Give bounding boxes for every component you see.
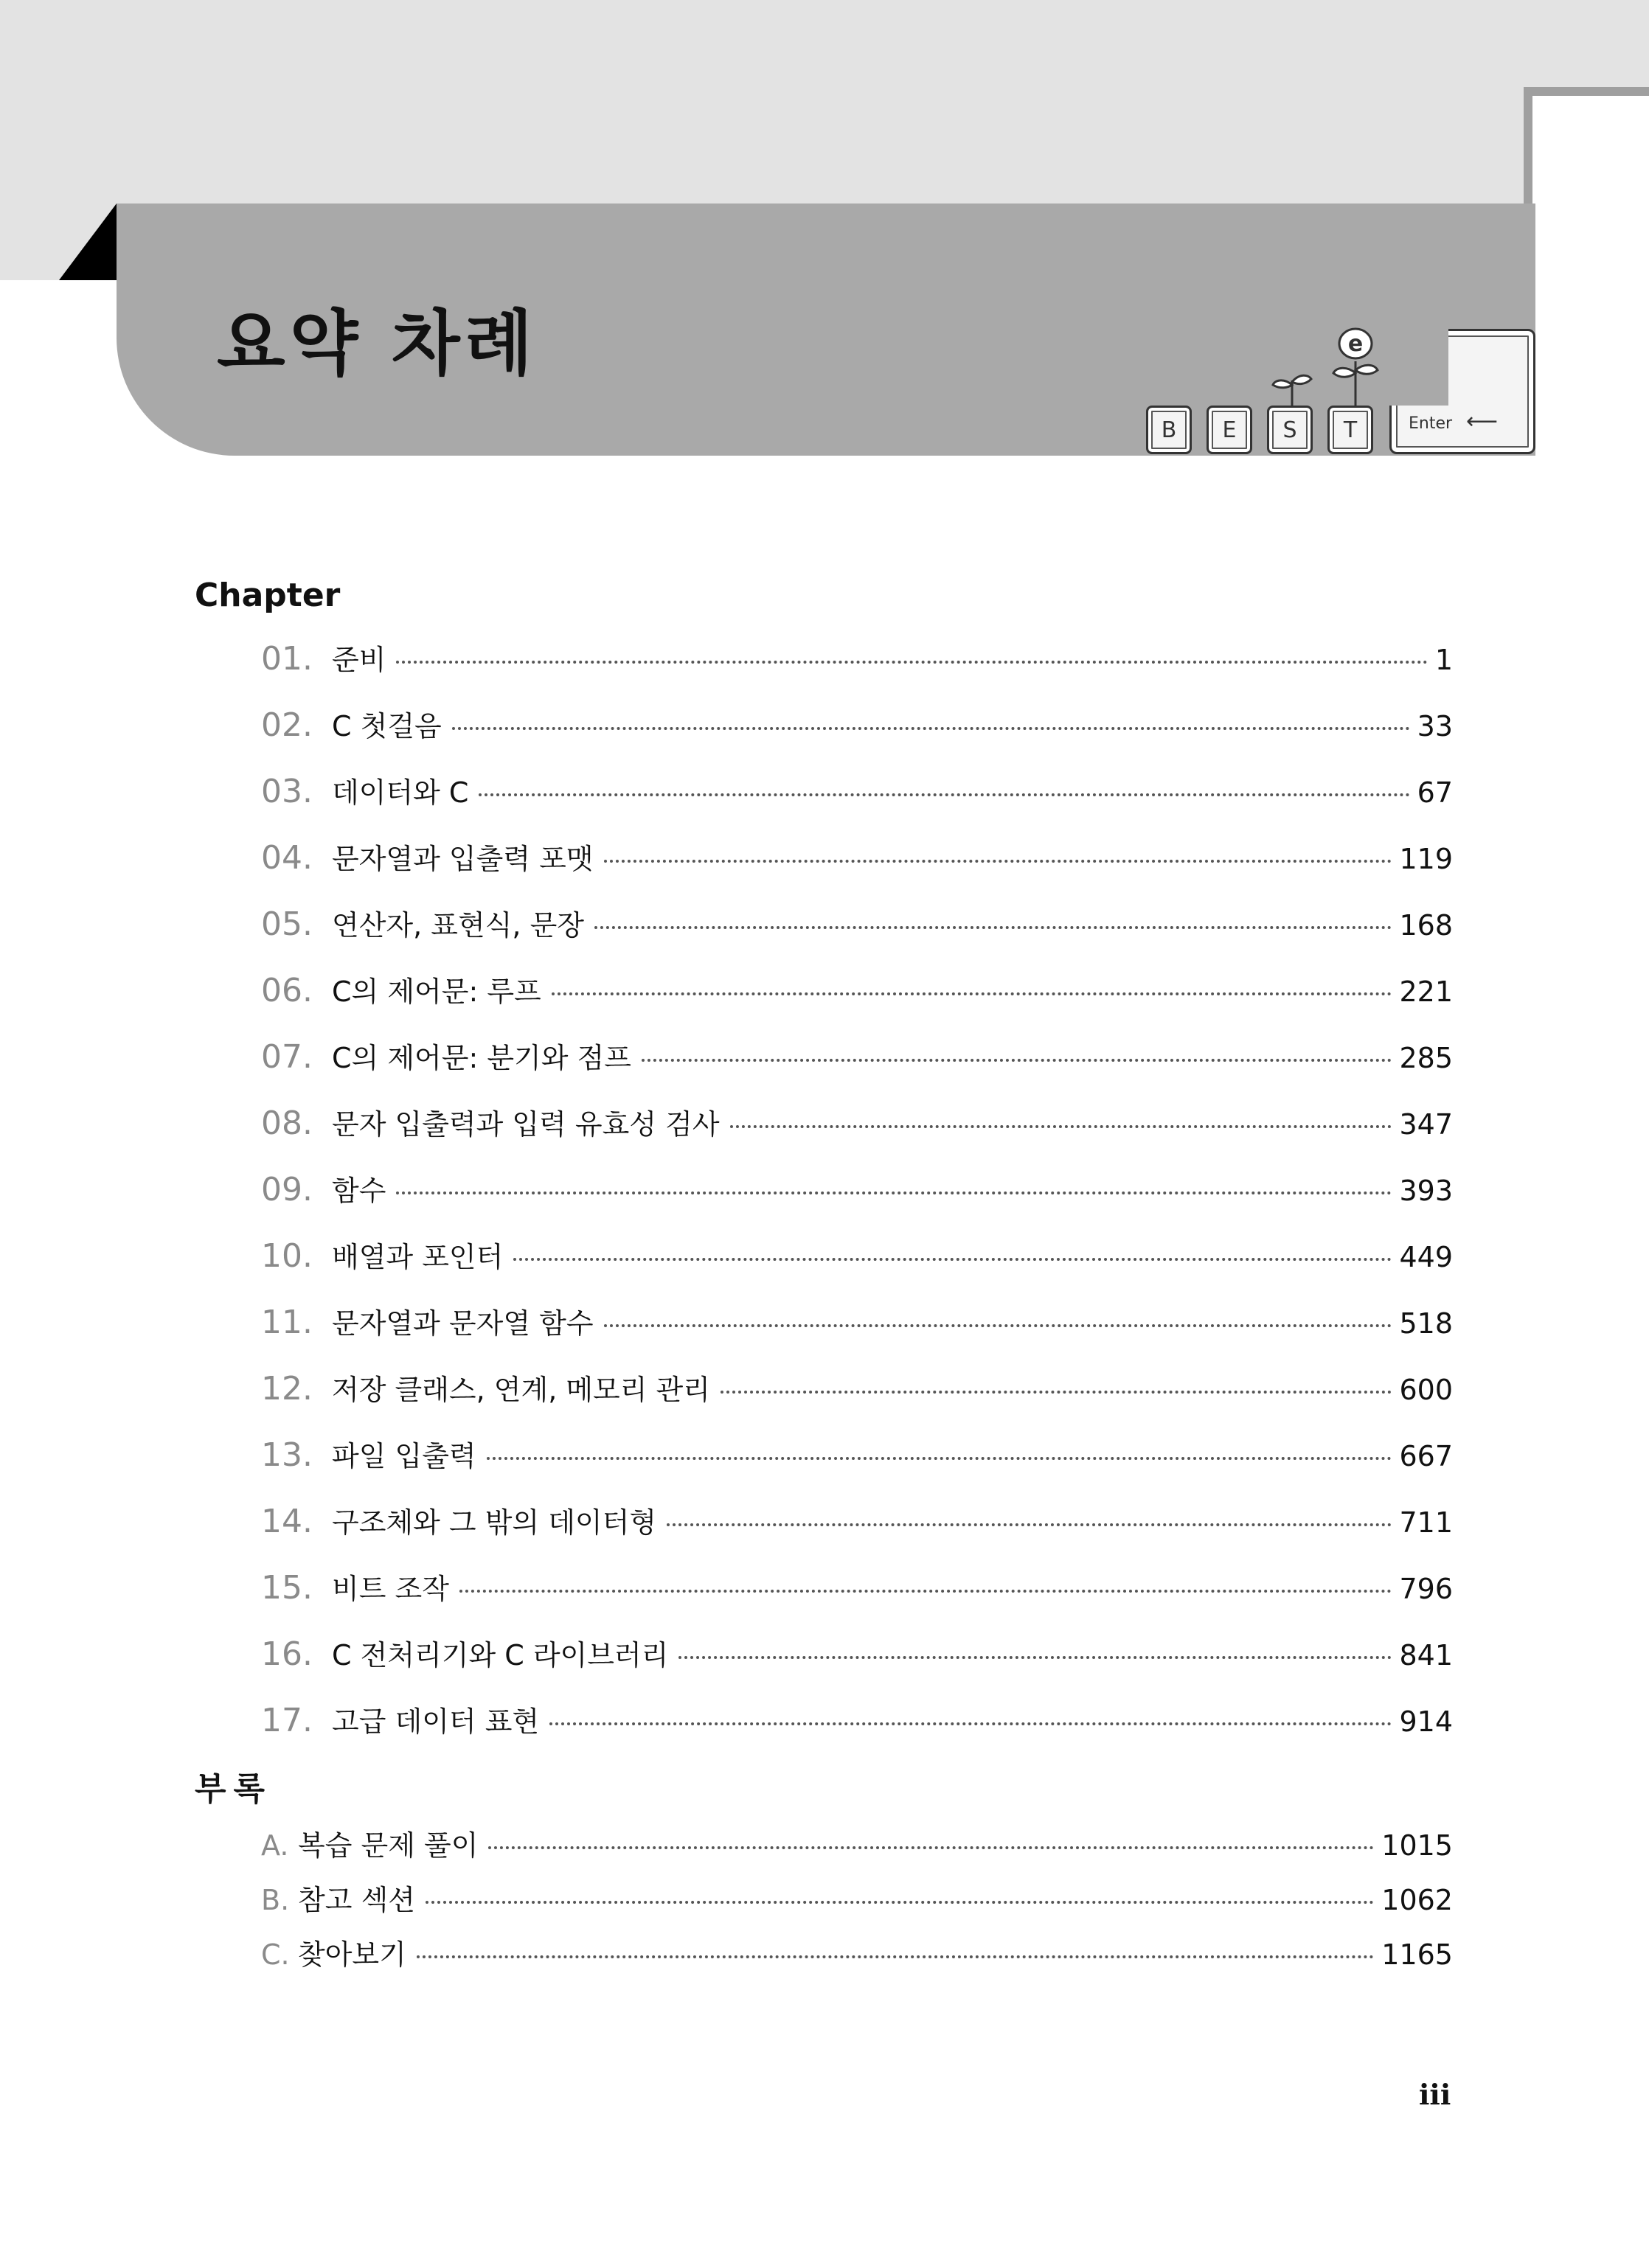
dot-leader <box>730 1125 1392 1128</box>
key-e: E <box>1207 406 1252 454</box>
dot-leader <box>642 1059 1392 1062</box>
dot-leader <box>487 1457 1392 1460</box>
toc-chapter-row[interactable] <box>261 836 1453 877</box>
toc-entry-page: 667 <box>1399 1440 1453 1472</box>
toc-appendix-row[interactable] <box>261 1877 1453 1918</box>
toc-entry-number: 01. <box>261 640 313 678</box>
toc-entry-number: 14. <box>261 1503 313 1540</box>
key-s: S <box>1267 406 1313 454</box>
dot-leader <box>604 1324 1392 1327</box>
dot-leader <box>594 926 1392 929</box>
toc-chapter-row[interactable] <box>261 1433 1453 1474</box>
toc-entry-page: 914 <box>1399 1705 1453 1738</box>
toc-entry-page: 393 <box>1399 1175 1453 1207</box>
toc-entry-number: 09. <box>261 1171 313 1208</box>
toc-entry-number: 17. <box>261 1702 313 1739</box>
toc-entry-title: 연산자, 표현식, 문장 <box>332 909 584 942</box>
toc-entry-title: 찾아보기 <box>298 1938 406 1971</box>
toc-entry-page: 1 <box>1434 644 1453 676</box>
toc-entry-page: 285 <box>1399 1042 1453 1074</box>
sprout-e-icon <box>1326 324 1385 407</box>
sprout-letter: e <box>1347 331 1364 357</box>
toc-entry-number: 13. <box>261 1436 313 1474</box>
toc-chapter-row[interactable] <box>261 1367 1453 1408</box>
toc-entry-title: 고급 데이터 표현 <box>332 1705 540 1738</box>
toc-entry-page: 1015 <box>1381 1829 1453 1862</box>
dot-leader <box>417 1955 1374 1958</box>
dot-leader <box>678 1656 1392 1659</box>
dot-leader <box>552 992 1392 995</box>
enter-key-notch <box>1386 326 1448 406</box>
corner-page-tab <box>1524 87 1649 280</box>
dot-leader <box>488 1846 1374 1849</box>
toc-appendix-row[interactable] <box>261 1932 1453 1972</box>
toc-entry-page: 119 <box>1399 843 1453 875</box>
page-number: iii <box>1419 2078 1451 2111</box>
toc-entry-title: 문자열과 입출력 포맷 <box>332 843 594 875</box>
dot-leader <box>479 793 1409 796</box>
toc-entry-title: 준비 <box>332 644 386 676</box>
dot-leader <box>721 1391 1392 1394</box>
toc-entry-number: 11. <box>261 1304 313 1341</box>
toc-entry-title: C의 제어문: 루프 <box>332 975 541 1008</box>
appendix-heading: 부록 <box>195 1770 273 1808</box>
toc-entry-number: A. <box>261 1829 289 1862</box>
toc-entry-number: 15. <box>261 1569 313 1607</box>
toc-entry-title: C 전처리기와 C 라이브러리 <box>332 1639 669 1672</box>
dot-leader <box>513 1258 1392 1261</box>
toc-chapter-row[interactable] <box>261 1500 1453 1540</box>
toc-entry-title: C 첫걸음 <box>332 710 442 742</box>
toc-entry-page: 221 <box>1399 975 1453 1008</box>
toc-entry-number: B. <box>261 1884 290 1916</box>
toc-entry-number: 03. <box>261 773 313 810</box>
toc-entry-page: 449 <box>1399 1241 1453 1273</box>
toc-entry-title: 데이터와 C <box>332 776 469 809</box>
toc-chapter-row[interactable] <box>261 637 1453 678</box>
toc-entry-page: 841 <box>1399 1639 1453 1672</box>
toc-chapter-row[interactable] <box>261 1699 1453 1739</box>
toc-entry-number: C. <box>261 1938 290 1971</box>
toc-entry-title: 비트 조작 <box>332 1573 449 1605</box>
dot-leader <box>452 727 1410 730</box>
toc-entry-page: 711 <box>1399 1506 1453 1539</box>
toc-entry-number: 12. <box>261 1370 313 1408</box>
toc-chapter-row[interactable] <box>261 1035 1453 1076</box>
dot-leader <box>549 1722 1392 1725</box>
toc-entry-page: 67 <box>1417 776 1453 809</box>
toc-entry-number: 04. <box>261 839 313 877</box>
key-b: B <box>1146 406 1192 454</box>
toc-chapter-row[interactable] <box>261 770 1453 810</box>
best-enter-keys-illustration <box>1146 324 1537 457</box>
toc-entry-page: 1062 <box>1381 1884 1453 1916</box>
toc-entry-page: 796 <box>1399 1573 1453 1605</box>
toc-entry-number: 08. <box>261 1105 313 1142</box>
sprout-icon <box>1270 363 1314 407</box>
toc-chapter-row[interactable] <box>261 1632 1453 1673</box>
dot-leader <box>667 1523 1392 1526</box>
toc-entry-page: 518 <box>1399 1307 1453 1340</box>
toc-entry-title: 배열과 포인터 <box>332 1241 504 1273</box>
toc-entry-number: 06. <box>261 972 313 1009</box>
corner-triangle-decoration <box>59 204 117 280</box>
toc-chapter-row[interactable] <box>261 1234 1453 1275</box>
toc-chapter-row[interactable] <box>261 1102 1453 1142</box>
chapter-heading: Chapter <box>195 577 341 614</box>
toc-entry-number: 10. <box>261 1237 313 1275</box>
toc-entry-number: 16. <box>261 1635 313 1673</box>
toc-chapter-row[interactable] <box>261 703 1453 744</box>
toc-chapter-row[interactable] <box>261 969 1453 1009</box>
toc-chapter-row[interactable] <box>261 902 1453 943</box>
enter-arrow-icon: ⟵ <box>1466 408 1499 434</box>
toc-entry-number: 07. <box>261 1038 313 1076</box>
dot-leader <box>459 1590 1392 1593</box>
dot-leader <box>396 1192 1392 1194</box>
toc-chapter-row[interactable] <box>261 1301 1453 1341</box>
toc-entry-title: C의 제어문: 분기와 점프 <box>332 1042 631 1074</box>
toc-entry-page: 168 <box>1399 909 1453 942</box>
toc-entry-title: 복습 문제 풀이 <box>298 1829 479 1862</box>
toc-entry-number: 05. <box>261 905 313 943</box>
key-t: T <box>1327 406 1373 454</box>
page-title: 요약 차례 <box>217 302 538 385</box>
toc-entry-number: 02. <box>261 706 313 744</box>
toc-chapter-row[interactable] <box>261 1566 1453 1607</box>
toc-entry-title: 파일 입출력 <box>332 1440 476 1472</box>
toc-entry-page: 347 <box>1399 1108 1453 1141</box>
toc-entry-title: 문자 입출력과 입력 유효성 검사 <box>332 1108 720 1141</box>
dot-leader <box>396 661 1427 664</box>
dot-leader <box>426 1901 1374 1904</box>
toc-appendix-row[interactable] <box>261 1823 1453 1863</box>
enter-key-label: Enter <box>1409 414 1453 433</box>
toc-entry-page: 33 <box>1417 710 1453 742</box>
toc-entry-title: 문자열과 문자열 함수 <box>332 1307 594 1340</box>
toc-entry-title: 구조체와 그 밖의 데이터형 <box>332 1506 657 1539</box>
toc-entry-page: 1165 <box>1381 1938 1453 1971</box>
toc-entry-title: 저장 클래스, 연계, 메모리 관리 <box>332 1374 710 1406</box>
toc-entry-title: 함수 <box>332 1175 386 1207</box>
dot-leader <box>604 860 1392 863</box>
toc-chapter-row[interactable] <box>261 1168 1453 1208</box>
toc-entry-page: 600 <box>1399 1374 1453 1406</box>
toc-entry-title: 참고 섹션 <box>298 1884 415 1916</box>
